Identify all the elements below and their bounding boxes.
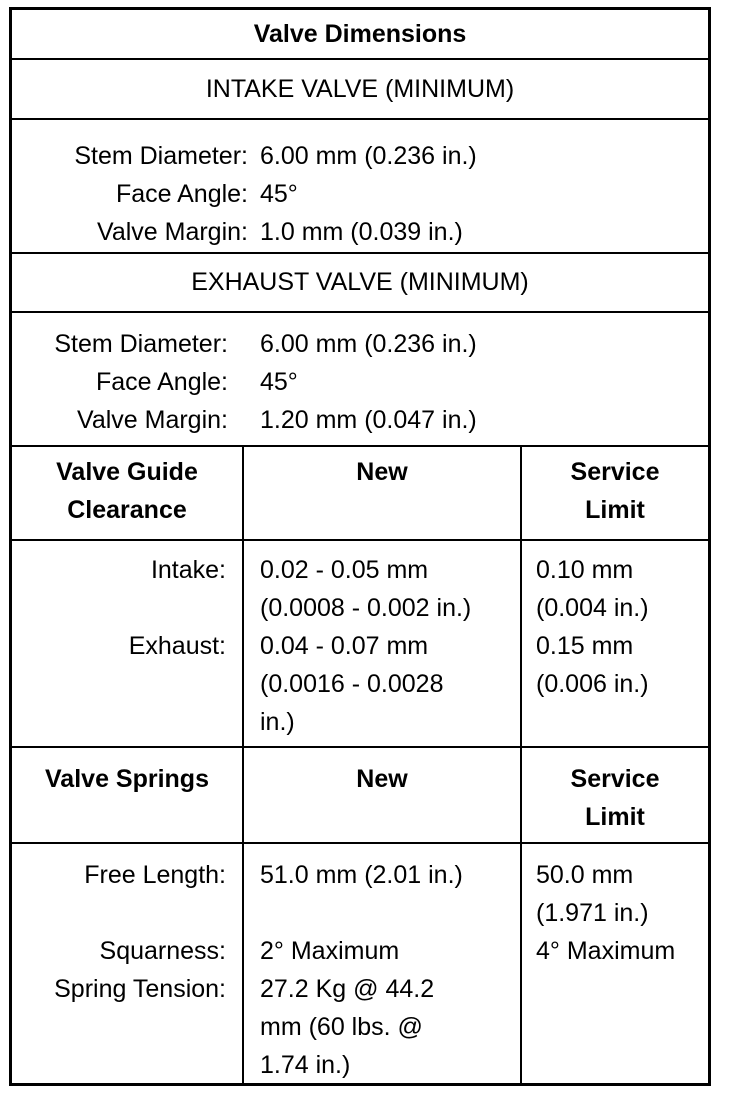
intake-value-margin: 1.0 mm (0.039 in.) xyxy=(260,218,463,246)
springs-limit-values: 50.0 mm (1.971 in.) 4° Maximum xyxy=(536,861,676,965)
intake-values xyxy=(260,137,477,251)
exhaust-label-stem: Stem Diameter: xyxy=(54,330,228,358)
guide-header-new: New xyxy=(356,458,408,486)
guide-values-row xyxy=(12,541,708,748)
springs-new-values: 51.0 mm (2.01 in.) 2° Maximum 27.2 Kg @ 44.2 mm (60 lbs. @ 1.74 in.) xyxy=(260,861,463,1079)
intake-specs xyxy=(12,120,708,254)
intake-label-stem: Stem Diameter: xyxy=(74,142,248,170)
guide-header-label: Valve Guide Clearance xyxy=(56,458,198,524)
intake-label-face: Face Angle: xyxy=(115,180,248,208)
springs-labels: Free Length: Squarness: Spring Tension: xyxy=(54,861,226,1003)
guide-labels: Intake: Exhaust: xyxy=(128,556,226,660)
springs-header-limit: Service Limit xyxy=(570,765,660,831)
exhaust-specs xyxy=(12,313,708,447)
springs-header-row xyxy=(12,748,708,844)
guide-limit-values: 0.10 mm (0.004 in.) 0.15 mm (0.006 in.) xyxy=(536,556,649,698)
exhaust-heading: EXHAUST VALVE (MINIMUM) xyxy=(12,254,708,313)
exhaust-label-margin: Valve Margin: xyxy=(77,406,228,434)
exhaust-values xyxy=(260,325,477,439)
guide-header-limit: Service Limit xyxy=(570,458,660,524)
valve-dimensions-table xyxy=(9,7,711,1086)
exhaust-value-stem: 6.00 mm (0.236 in.) xyxy=(260,330,477,358)
exhaust-label-face: Face Angle: xyxy=(95,368,228,396)
intake-heading: INTAKE VALVE (MINIMUM) xyxy=(12,60,708,120)
intake-value-stem: 6.00 mm (0.236 in.) xyxy=(260,142,477,170)
guide-header-row xyxy=(12,447,708,541)
intake-label-margin: Valve Margin: xyxy=(97,218,248,246)
guide-new-values: 0.02 - 0.05 mm (0.0008 - 0.002 in.) 0.04 - 0.07 mm (0.0016 - 0.0028 in.) xyxy=(260,556,472,736)
exhaust-value-face: 45° xyxy=(260,368,298,396)
table-title: Valve Dimensions xyxy=(12,10,708,60)
springs-header-label: Valve Springs xyxy=(45,765,209,793)
exhaust-value-margin: 1.20 mm (0.047 in.) xyxy=(260,406,477,434)
springs-values-row xyxy=(12,844,708,1083)
intake-value-face: 45° xyxy=(260,180,298,208)
springs-header-new: New xyxy=(356,765,408,793)
